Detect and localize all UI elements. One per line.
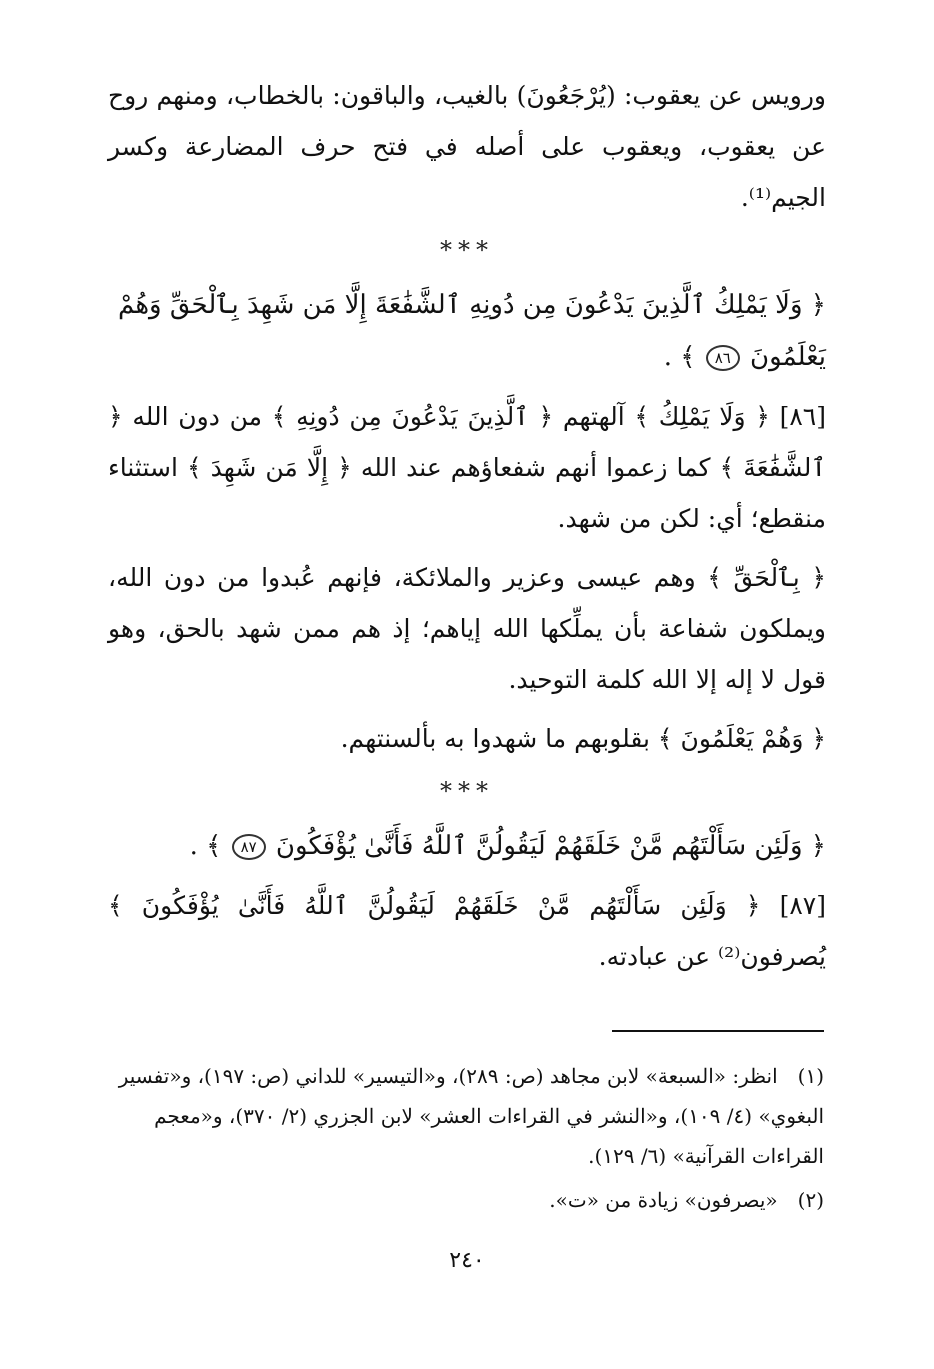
ayah-number-86-badge: ٨٦ bbox=[706, 345, 740, 371]
ayah-number-87-badge: ٨٧ bbox=[232, 834, 266, 860]
tafsir-87-paragraph: [٨٧] ﴿ وَلَئِن سَأَلْتَهُم مَّنْ خَلَقَهُمْ لَيَقُولُنَّ ٱللَّهُ فَأَنَّىٰ يُؤْفَكُونَ ﴾ يُصرفون⁽²⁾ عن عبادته. bbox=[108, 891, 826, 971]
verse-87-text: ﴿ وَلَئِن سَأَلْتَهُم مَّنْ خَلَقَهُمْ لَيَقُولُنَّ ٱللَّهُ فَأَنَّىٰ يُؤْفَكُونَ bbox=[275, 831, 826, 861]
section-separator-2: *** bbox=[440, 777, 494, 805]
verse-86 bbox=[108, 279, 826, 383]
tafsir-86-paragraph-3: ﴿ وَهُمْ يَعْلَمُونَ ﴾ بقلوبهم ما شهدوا به بألسنتهم. bbox=[340, 724, 826, 753]
page-number: ٢٤٠ bbox=[449, 1248, 485, 1273]
footnote-2-number: (٢) bbox=[797, 1188, 824, 1212]
paragraph-1: ورويس عن يعقوب: (يُرْجَعُونَ) بالغيب، والباقون: بالخطاب، ومنهم روح عن يعقوب، ويعقوب على أصله في فتح حرف المضارعة وكسر الجيم⁽¹⁾. bbox=[108, 81, 826, 212]
footnote-1 bbox=[108, 1056, 824, 1176]
footnote-2-text: «يصرفون» زيادة من «ت». bbox=[549, 1188, 778, 1212]
footnote-divider bbox=[612, 1030, 824, 1032]
verse-86-text: ﴿ وَلَا يَمْلِكُ ٱلَّذِينَ يَدْعُونَ مِن دُونِهِ ٱلشَّفَٰعَةَ إِلَّا مَن شَهِدَ بِٱلْحَقِّ وَهُمْ يَعْلَمُونَ bbox=[118, 290, 826, 372]
section-separator-1: *** bbox=[440, 236, 494, 264]
verse-86-close: ﴾ . bbox=[663, 342, 696, 372]
tafsir-86-paragraph: [٨٦] ﴿ وَلَا يَمْلِكُ ﴾ آلهتهم ﴿ ٱلَّذِينَ يَدْعُونَ مِن دُونِهِ ﴾ من دون الله ﴿ ٱلشَّفَٰعَةَ ﴾ كما زعموا أنهم شفعاؤهم عند الله ﴿ إِلَّا مَن شَهِدَ ﴾ استثناء منقطع؛ أي: لكن من شهد. bbox=[108, 402, 826, 533]
tafsir-86-paragraph-2: ﴿ بِٱلْحَقِّ ﴾ وهم عيسى وعزير والملائكة، فإنهم عُبدوا من دون الله، ويملكون شفاعة بأن يملِّكها الله إياهم؛ إذ هم ممن شهد بالحق، وهو قول لا إله إلا الله كلمة التوحيد. bbox=[108, 563, 826, 694]
footnote-2 bbox=[108, 1180, 824, 1220]
footnotes bbox=[108, 1056, 824, 1224]
verse-87-close: ﴾ . bbox=[189, 831, 222, 861]
footnote-1-number: (١) bbox=[797, 1064, 824, 1088]
verse-87 bbox=[108, 820, 826, 872]
footnote-1-text: انظر: «السبعة» لابن مجاهد (ص: ٢٨٩)، و«التيسير» للداني (ص: ١٩٧)، و«تفسير البغوي» (٤/ ١٠٩)، و«النشر في القراءات العشر» لابن الجزري (٢/ ٣٧٠)، و«معجم القراءات القرآنية» (٦/ ١٢٩). bbox=[118, 1064, 824, 1168]
